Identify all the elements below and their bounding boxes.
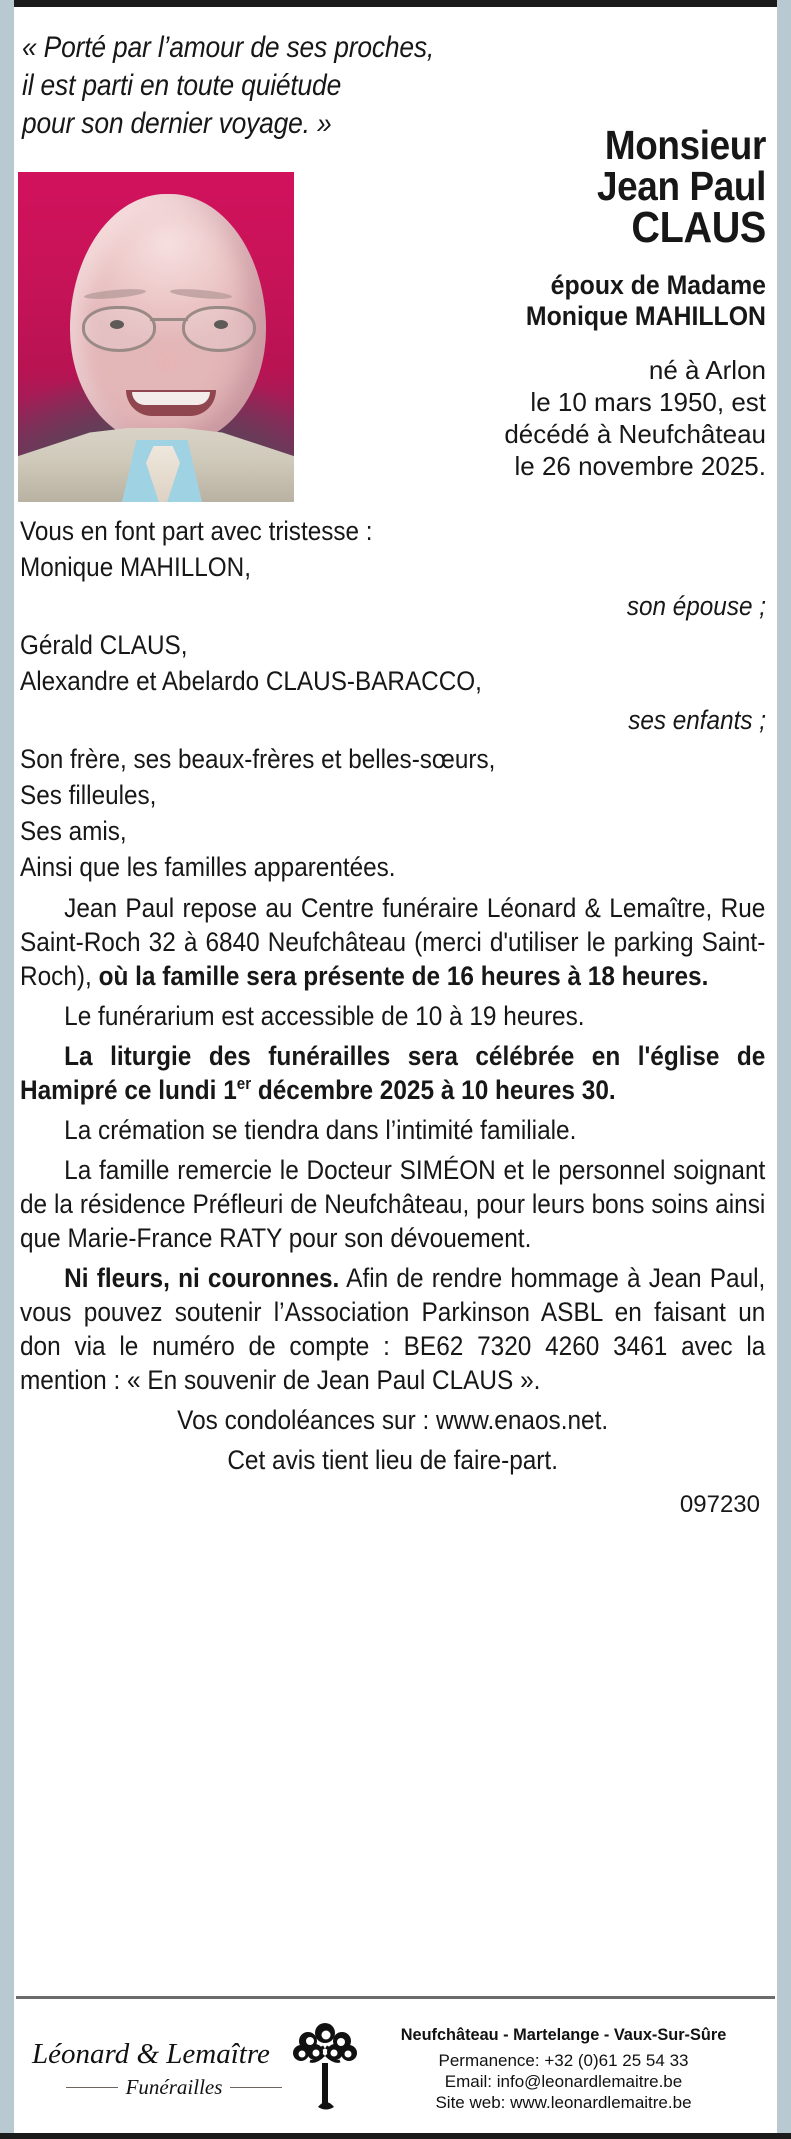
tree-icon [288, 2023, 362, 2115]
paragraph-condolences: Vos condoléances sur : www.enaos.net. [177, 1405, 609, 1435]
paragraph-liturgy [20, 1039, 765, 1107]
paragraph-thanks: La famille remercie le Docteur SIMÉON et le personnel soignant de la résidence Préfleuri de Neufchâteau, pour leurs bons soins ainsi que Marie-France RATY pour son dévouement. [20, 1155, 766, 1253]
company-subtitle-row [32, 2075, 282, 2100]
announcement-intro: Vous en font part avec tristesse : [20, 516, 373, 546]
family-member-name: Ses amis, [20, 816, 127, 846]
email-line[interactable]: Email: info@leonardlemaitre.be [444, 2072, 683, 2091]
portrait-teeth [132, 392, 210, 405]
family-member-name: Ainsi que les familles apparentées. [20, 852, 396, 882]
frame-top-border [0, 0, 791, 7]
family-relation-label: son épouse ; [626, 591, 766, 621]
paragraph-flowers-donation [20, 1261, 765, 1397]
company-subtitle: Funérailles [125, 2075, 223, 2099]
birth-line-2: le 10 mars 1950, est [530, 387, 766, 417]
glasses-lens-left [82, 306, 156, 352]
portrait-photo [18, 172, 294, 502]
surname: CLAUS [631, 203, 766, 252]
paragraph-repose [20, 891, 765, 993]
paragraph-faire-part: Cet avis tient lieu de faire-part. [227, 1445, 558, 1475]
contact-block [368, 2025, 777, 2113]
family-member-name: Gérald CLAUS, [20, 630, 188, 660]
service-locations: Neufchâteau - Martelange - Vaux-Sur-Sûre [400, 2025, 727, 2044]
paragraph-funerarium: Le funérarium est accessible de 10 à 19 heures. [64, 1001, 585, 1031]
birth-death-block [310, 354, 766, 482]
honorific: Monsieur [604, 122, 766, 168]
flowers-bold: Ni fleurs, ni couronnes. [64, 1263, 340, 1293]
epigraph-line-2: il est parti en toute quiétude [22, 69, 342, 102]
epigraph-line-1: « Porté par l’amour de ses proches, [22, 31, 435, 64]
tree-logo [282, 2023, 368, 2115]
family-member-name: Monique MAHILLON, [20, 552, 251, 582]
phone-line[interactable]: Permanence: +32 (0)61 25 54 33 [438, 2051, 689, 2070]
portrait-mouth [126, 390, 216, 416]
website-line[interactable]: Site web: www.leonardlemaitre.be [435, 2093, 692, 2112]
family-member-name: Ses filleules, [20, 780, 157, 810]
birth-line-4: le 26 novembre 2025. [514, 451, 766, 481]
repose-text-bold: où la famille sera présente de 16 heures à 18 heures. [98, 961, 709, 991]
glasses-lens-right [182, 306, 256, 352]
notice-content [14, 7, 777, 2133]
spouse-line-1: époux de Madame [550, 270, 766, 300]
notice-body [20, 513, 766, 1519]
company-logo [14, 2038, 282, 2100]
liturgy-bold-a: La liturgie des funérailles sera célébrée en l'église de Hamipré ce lundi 1 [20, 1041, 766, 1105]
company-name: Léonard & Lemaître [32, 2038, 270, 2070]
frame-bottom-border [0, 2133, 791, 2139]
spouse-block [310, 270, 766, 332]
frame-right-border [777, 0, 791, 2139]
footer [14, 2005, 777, 2133]
deceased-header [310, 122, 766, 482]
birth-line-1: né à Arlon [648, 355, 766, 385]
birth-line-3: décédé à Neufchâteau [504, 419, 766, 449]
footer-divider [16, 1996, 775, 1999]
epigraph-line-3: pour son dernier voyage. » [22, 107, 332, 140]
deceased-name-block [310, 122, 766, 252]
portrait-eye-right [214, 320, 228, 329]
family-member-name: Son frère, ses beaux-frères et belles-sœurs, [20, 744, 496, 774]
family-relation-label: ses enfants ; [628, 705, 766, 735]
given-name: Jean Paul [596, 163, 766, 209]
portrait-eye-left [110, 320, 124, 329]
frame-left-border [0, 0, 14, 2139]
reference-number: 097230 [679, 1491, 760, 1518]
portrait-nose [154, 340, 180, 374]
glasses-bridge [150, 318, 188, 321]
family-member-name: Alexandre et Abelardo CLAUS-BARACCO, [20, 666, 482, 696]
logo-rule-left [66, 2087, 118, 2088]
paragraph-cremation: La crémation se tiendra dans l’intimité familiale. [64, 1115, 577, 1145]
donation-text: Afin de rendre hommage à Jean Paul, vous pouvez soutenir l’Association Parkinson ASBL en faisant un don via le numéro de compte : BE62 7320 4260 3461 avec la mention : « En souvenir de Jean Paul CLAUS ». [20, 1263, 766, 1395]
repose-text-normal: Jean Paul repose au Centre funéraire Léonard & Lemaître, Rue Saint-Roch 32 à 6840 Neufchâteau (merci d'utiliser le parking Saint-Roch), [20, 893, 766, 991]
spouse-line-2: Monique MAHILLON [525, 301, 766, 331]
contact-details [368, 2050, 759, 2113]
liturgy-bold-b: décembre 2025 à 10 heures 30. [251, 1075, 616, 1105]
liturgy-ordinal-suffix: er [236, 1075, 252, 1094]
logo-rule-right [230, 2087, 282, 2088]
